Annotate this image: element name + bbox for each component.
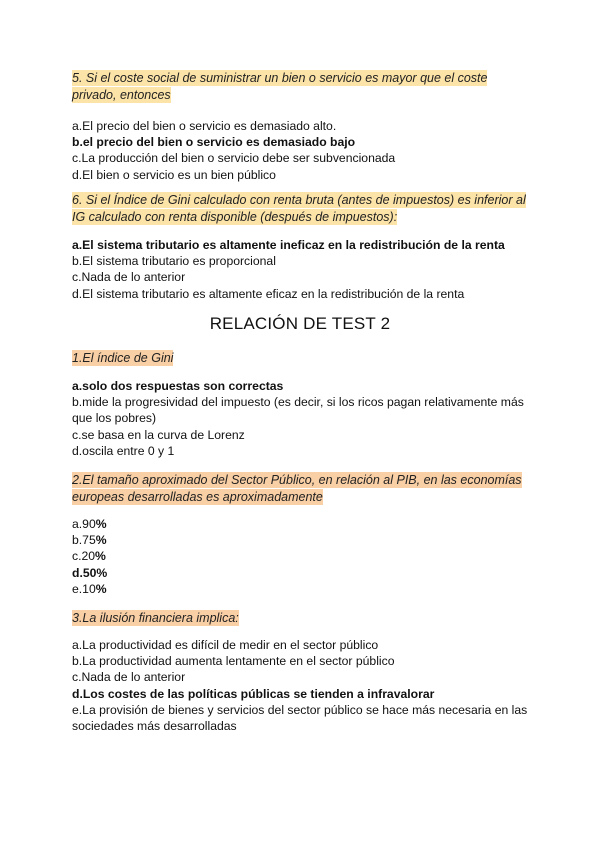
question-3-text: 3.La ilusión financiera implica: (72, 611, 239, 625)
option-1a: a.solo dos respuestas son correctas (72, 379, 284, 393)
option-6a: a.El sistema tributario es altamente ineficaz en la redistribución de la renta (72, 238, 505, 252)
option-2d-percent: % (96, 565, 108, 580)
option-2d (72, 565, 532, 581)
option-2b (72, 532, 532, 548)
question-2-options (72, 516, 532, 597)
question-5-text: 5. Si el coste social de suministrar un bien o servicio es mayor que el coste privado, entonces (72, 71, 488, 102)
option-5b: b.el precio del bien o servicio es demasiado bajo (72, 135, 356, 150)
option-6d: d.El sistema tributario es altamente eficaz en la redistribución de la renta (72, 286, 465, 301)
option-3c: c.Nada de lo anterior (72, 670, 186, 685)
question-5-options (72, 118, 532, 183)
option-1c: c.se basa en la curva de Lorenz (72, 427, 245, 442)
option-6c: c.Nada de lo anterior (72, 270, 186, 285)
option-5a: a.El precio del bien o servicio es demasiado alto. (72, 119, 337, 133)
option-3d: d.Los costes de las políticas públicas se tienden a infravalorar (72, 686, 435, 701)
option-3a: a.La productividad es difícil de medir en el sector público (72, 638, 379, 652)
option-6b: b.El sistema tributario es proporcional (72, 254, 276, 269)
option-2c-label: c.20 (72, 549, 96, 564)
option-1d: d.oscila entre 0 y 1 (72, 443, 175, 458)
option-2c (72, 548, 532, 564)
question-2-block (72, 472, 532, 597)
option-2e-label: e.10 (72, 581, 96, 596)
question-6-block (72, 192, 532, 302)
option-5d: d.El bien o servicio es un bien público (72, 167, 276, 182)
option-2b-label: b.75 (72, 533, 96, 548)
question-3-block (72, 610, 532, 734)
question-2-text: 2.El tamaño aproximado del Sector Público, en relación al PIB, en las economías europeas desarrolladas es aproximadamente (72, 473, 522, 504)
option-3e: e.La provisión de bienes y servicios del sector público se hace más necesaria en las sociedades más desarrolladas (72, 702, 528, 734)
option-2b-percent: % (95, 533, 107, 548)
option-1b: b.mide la progresividad del impuesto (es decir, si los ricos pagan relativamente más que los pobres) (72, 395, 524, 426)
option-2a-percent: % (95, 517, 107, 531)
option-2e-percent: % (95, 581, 107, 596)
option-3b: b.La productividad aumenta lentamente en el sector público (72, 654, 395, 669)
option-2a-label: a.90 (72, 517, 96, 531)
question-1-text: 1.El índice de Gini (72, 351, 174, 365)
option-2a (72, 516, 532, 532)
question-5-block (72, 70, 532, 183)
section-title: RELACIÓN DE TEST 2 (209, 314, 391, 333)
option-5c: c.La producción del bien o servicio debe ser subvencionada (72, 151, 396, 166)
question-6-text: 6. Si el Índice de Gini calculado con renta bruta (antes de impuestos) es inferior al IG calculado con renta disponible (después de impuestos): (72, 193, 526, 224)
option-2e (72, 581, 532, 597)
question-1-block (72, 350, 532, 459)
question-3-options (72, 637, 532, 734)
question-1-options (72, 378, 532, 459)
option-2c-percent: % (95, 549, 106, 564)
option-2d-label: d.50 (72, 565, 97, 580)
question-6-options (72, 237, 532, 302)
